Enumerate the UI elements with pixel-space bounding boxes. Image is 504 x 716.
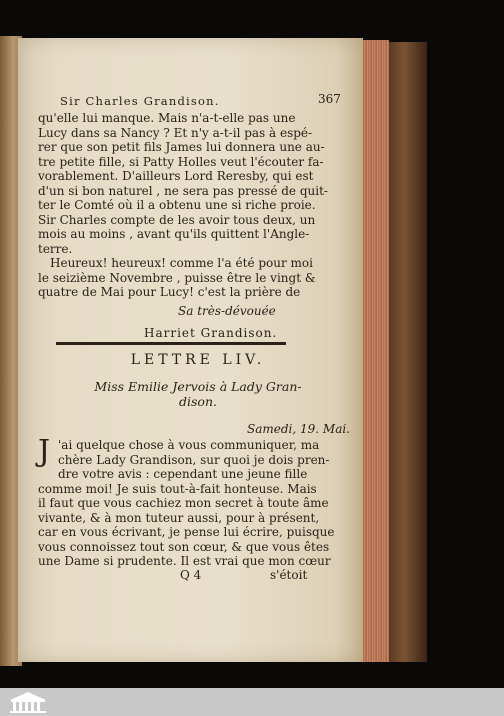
text-line: mois au moins , avant qu'ils quittent l'Angle-	[38, 227, 310, 241]
text-line: chère Lady Grandison, sur quoi je dois pren-	[58, 452, 330, 467]
closing: Sa très-dévouée	[178, 303, 276, 318]
book-binding	[389, 42, 427, 662]
text-line: une Dame si prudente. Il est vrai que mon cœur	[38, 554, 331, 568]
text-line: Sir Charles compte de les avoir tous deux, un	[38, 212, 316, 227]
drop-cap: J	[38, 434, 51, 469]
text-line: comme moi! Je suis tout-à-fait honteuse. Mais	[38, 481, 317, 496]
text-line: rer que son petit fils James lui donnera une au-	[38, 140, 325, 154]
text-line: le seizième Novembre , puisse être le vingt &	[38, 270, 316, 285]
letter-title: LETTRE LIV.	[130, 352, 266, 368]
library-footer-bar	[0, 688, 504, 716]
text-line: il faut que vous cachiez mon secret à toute âme	[38, 496, 329, 510]
catchword: s'étoit	[270, 568, 308, 582]
text-line: tre petite fille, si Patty Holles veut l'écouter fa-	[38, 154, 324, 169]
text-line: qu'elle lui manque. Mais n'a-t-elle pas une	[38, 111, 296, 125]
page-edges	[363, 40, 389, 662]
text-line: dre votre avis : cependant une jeune fille	[58, 467, 308, 481]
text-line: 'ai quelque chose à vous communiquer, ma	[58, 438, 320, 452]
text-line: vous connoissez tout son cœur, & que vous êtes	[38, 539, 330, 554]
library-building-icon	[6, 690, 50, 714]
text-line: ter le Comté où il a obtenu une si riche proie.	[38, 198, 316, 212]
text-line: vorablement. D'ailleurs Lord Reresby, qui est	[38, 169, 314, 183]
letter-end-text	[38, 111, 358, 341]
heading-line: dison.	[179, 393, 217, 409]
letter-date: Samedi, 19. Mai.	[247, 422, 350, 436]
letter-heading	[38, 380, 358, 409]
text-line: terre.	[38, 241, 73, 256]
text-line: Heureux! heureux! comme l'a été pour moi	[50, 256, 313, 270]
text-line: quatre de Mai pour Lucy! c'est la prière de	[38, 285, 301, 299]
letter-body	[58, 438, 358, 482]
page-number: 367	[318, 92, 341, 106]
text-line: d'un si bon naturel , ne sera pas pressé de quit-	[38, 183, 328, 198]
divider-rule	[56, 342, 286, 345]
text-line: car en vous écrivant, je pense lui écrire, puisque	[38, 525, 335, 539]
running-title: Sir Charles Grandison.	[60, 94, 220, 108]
signature-mark: Q 4	[180, 568, 202, 582]
letter-body-cont	[38, 482, 358, 569]
text-line: vivante, & à mon tuteur aussi, pour à présent,	[38, 510, 320, 525]
text-line: Lucy dans sa Nancy ? Et n'y a-t-il pas à espé-	[38, 125, 313, 140]
signature: Harriet Grandison.	[144, 326, 278, 340]
heading-line: Miss Emilie Jervois à Lady Gran-	[94, 379, 302, 394]
